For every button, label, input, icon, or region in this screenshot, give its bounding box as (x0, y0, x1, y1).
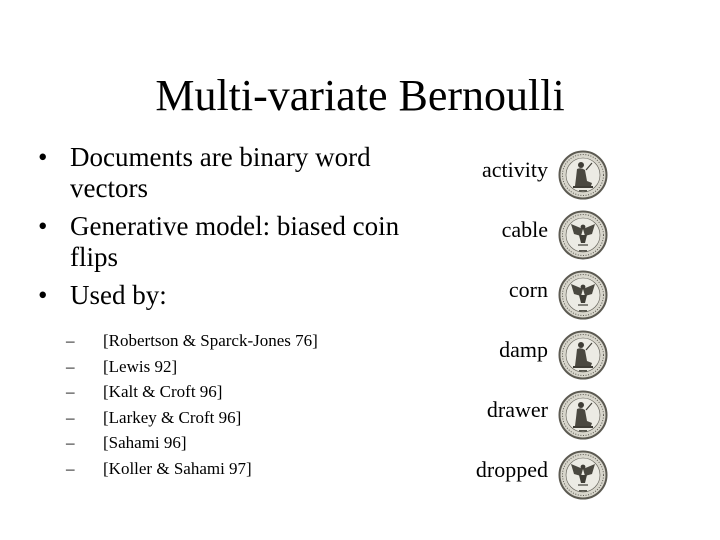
coin-heads-icon (558, 150, 608, 200)
used-by-list (66, 328, 426, 482)
coin-tails-icon (558, 450, 608, 500)
bullet-item (30, 211, 450, 273)
bullet-text: Used by: (70, 280, 167, 310)
citation-text: [Sahami 96] (103, 433, 187, 453)
citation-item (66, 354, 426, 380)
bullet-item (30, 142, 450, 204)
word-row (440, 450, 710, 500)
slide-title: Multi-variate Bernoulli (155, 71, 565, 120)
word-row (440, 330, 710, 380)
word-label: drawer (486, 397, 548, 422)
citation-item (66, 405, 426, 431)
dash-glyph: – (66, 331, 75, 350)
word-label: corn (508, 277, 548, 302)
bullet-glyph: • (38, 211, 48, 241)
citation-text: [Kalt & Croft 96] (103, 382, 223, 402)
word-label: cable (501, 217, 548, 242)
dash-glyph: – (66, 433, 75, 453)
bullet-glyph: • (38, 142, 48, 172)
word-row (440, 150, 710, 200)
bullet-text: Documents are binary word vectors (70, 142, 371, 203)
word-label: activity (482, 157, 548, 182)
dash-glyph: – (66, 407, 75, 427)
citation-text: [Larkey & Croft 96] (103, 407, 242, 427)
word-row (440, 270, 710, 320)
citation-item (66, 328, 426, 354)
dash-glyph: – (66, 382, 75, 402)
citation-text: [Koller & Sahami 97] (103, 458, 252, 478)
word-label: dropped (475, 457, 548, 482)
coin-heads-icon (558, 390, 608, 440)
bullet-list (30, 142, 450, 318)
coin-tails-icon (558, 270, 608, 320)
citation-item (66, 379, 426, 405)
bullet-text: Generative model: biased coin flips (70, 211, 400, 272)
citation-item (66, 456, 426, 482)
citation-item (66, 430, 426, 456)
dash-glyph: – (66, 458, 75, 478)
coin-heads-icon (558, 330, 608, 380)
citation-text: [Lewis 92] (103, 356, 178, 376)
dash-glyph: – (66, 356, 75, 376)
coin-tails-icon (558, 210, 608, 260)
bullet-item (30, 280, 450, 311)
bullet-glyph: • (38, 280, 48, 310)
word-label: damp (499, 337, 548, 362)
word-row (440, 210, 710, 260)
word-row (440, 390, 710, 440)
citation-text: [Robertson & Sparck-Jones 76] (103, 331, 318, 350)
